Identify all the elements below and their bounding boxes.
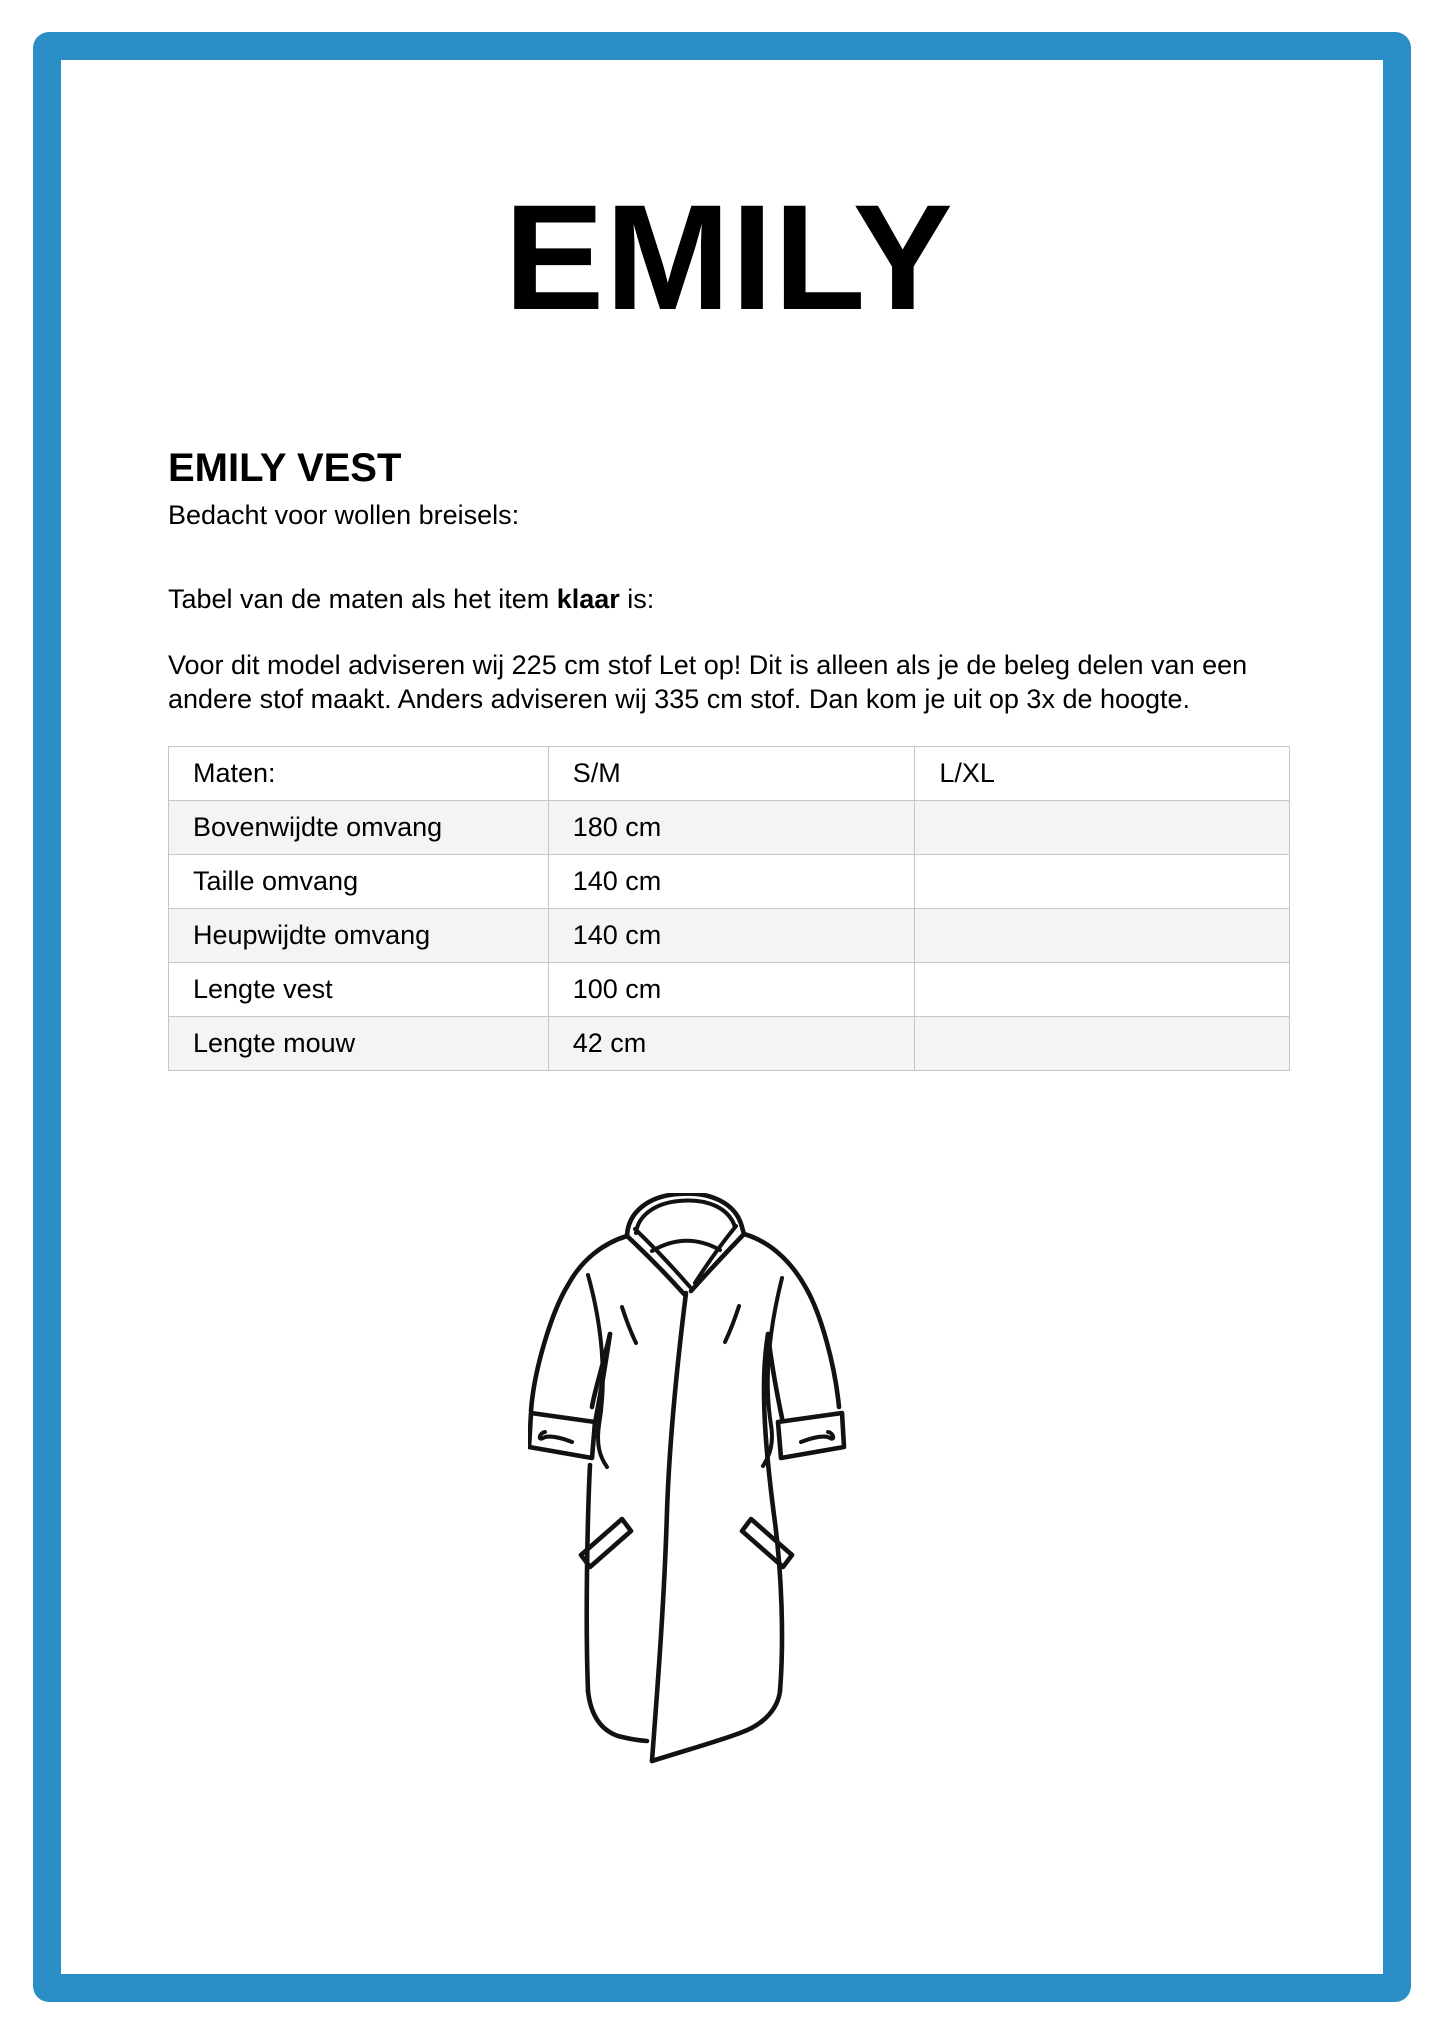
size-sm: 140 cm	[548, 909, 915, 963]
size-label: Taille omvang	[169, 855, 549, 909]
size-label: Heupwijdte omvang	[169, 909, 549, 963]
page-title: EMILY	[504, 173, 954, 341]
size-label: Lengte vest	[169, 963, 549, 1017]
size-lxl	[915, 963, 1290, 1017]
vest-line-drawing-icon	[528, 1193, 850, 1775]
size-table	[168, 746, 1290, 1071]
section-subheading: Bedacht voor wollen breisels:	[168, 500, 520, 530]
table-row	[169, 801, 1290, 855]
intro-suffix: is:	[619, 584, 655, 614]
intro-prefix: Tabel van de maten als het item	[168, 584, 557, 614]
column-header-lxl: L/XL	[915, 747, 1290, 801]
column-header-sm: S/M	[548, 747, 915, 801]
vest-illustration	[528, 1193, 850, 1775]
size-sm: 140 cm	[548, 855, 915, 909]
size-sm: 180 cm	[548, 801, 915, 855]
intro-bold-word: klaar	[556, 584, 620, 614]
size-lxl	[915, 855, 1290, 909]
size-lxl	[915, 1017, 1290, 1071]
table-row	[169, 855, 1290, 909]
table-row	[169, 1017, 1290, 1071]
size-lxl	[915, 909, 1290, 963]
table-row	[169, 909, 1290, 963]
size-sm: 42 cm	[548, 1017, 915, 1071]
fabric-advice-paragraph: Voor dit model adviseren wij 225 cm stof Let op! Dit is alleen als je de beleg delen van een andere stof maakt. Anders adviseren wij 335 cm stof. Dan kom je uit op 3x de hoogte.	[168, 650, 1248, 714]
size-label: Lengte mouw	[169, 1017, 549, 1071]
page-content	[168, 57, 1290, 1775]
column-header-maten: Maten:	[169, 747, 549, 801]
table-header-row	[169, 747, 1290, 801]
size-sm: 100 cm	[548, 963, 915, 1017]
section-heading: EMILY VEST	[168, 446, 402, 490]
table-row	[169, 963, 1290, 1017]
size-label: Bovenwijdte omvang	[169, 801, 549, 855]
intro-line	[168, 582, 1290, 616]
size-lxl	[915, 801, 1290, 855]
